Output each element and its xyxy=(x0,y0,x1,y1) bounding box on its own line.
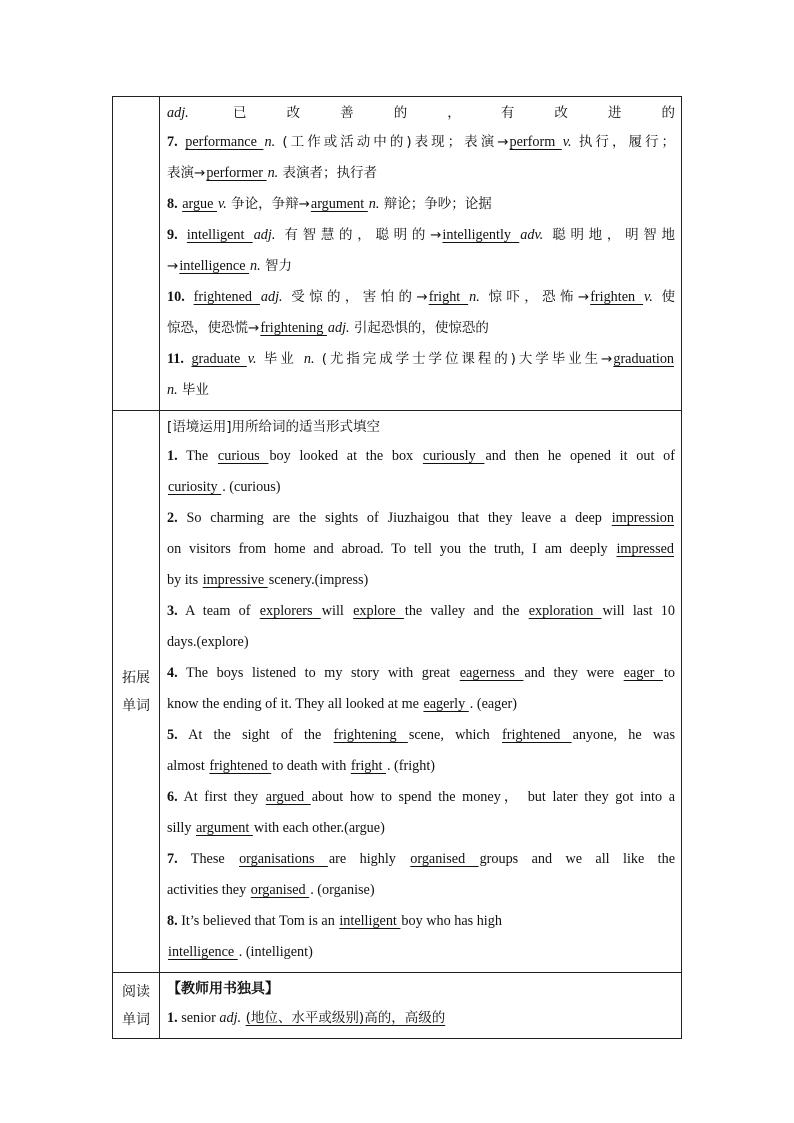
text-segment: . (eager) xyxy=(469,696,518,712)
text-segment xyxy=(185,289,193,305)
answer-blank: curiously xyxy=(422,448,485,464)
answer-blank: argument xyxy=(196,820,253,836)
text-segment: senior xyxy=(177,1010,220,1026)
text-segment: So charming are the sights of Jiuzhaigou that they leave a deep xyxy=(177,510,611,526)
text-line xyxy=(167,158,675,189)
answer-blank: eagerly xyxy=(423,696,469,712)
text-segment: n. xyxy=(250,258,261,274)
answer-blank: graduate xyxy=(191,351,247,367)
text-segment: n. xyxy=(368,196,380,212)
section-title: 【教师用书独具】 xyxy=(167,981,279,997)
text-segment: 毕业 xyxy=(256,351,304,367)
text-segment: v. xyxy=(217,196,227,212)
answer-blank: frighten xyxy=(590,289,644,305)
text-segment: 执行，履行； xyxy=(571,134,675,150)
text-segment: groups and we all like the xyxy=(479,851,675,867)
text-line xyxy=(167,1003,675,1034)
text-segment: are highly xyxy=(328,851,410,867)
item-number: 7. xyxy=(167,134,178,150)
text-line xyxy=(167,441,675,472)
table-row xyxy=(113,973,682,1039)
answer-blank: eager xyxy=(623,665,663,681)
text-line xyxy=(167,375,675,406)
answer-blank: perform xyxy=(509,134,562,150)
text-segment: and then he opened it out of xyxy=(485,448,675,464)
answer-blank: eagerness xyxy=(459,665,524,681)
text-segment: boy looked at the box xyxy=(269,448,422,464)
answer-blank: frightening xyxy=(333,727,408,743)
answer-blank: intelligent xyxy=(339,913,401,929)
item-number: 3. xyxy=(167,603,178,619)
answer-blank: exploration xyxy=(528,603,602,619)
text-line xyxy=(167,413,675,441)
answer-blank: impressive xyxy=(202,572,268,588)
text-segment: on visitors from home and abroad. To tell you the truth, I am deeply xyxy=(167,541,616,557)
text-segment: → xyxy=(167,258,179,274)
text-segment: v. xyxy=(247,351,257,367)
label-cell-empty xyxy=(113,97,160,411)
text-segment: adj. xyxy=(167,105,189,121)
text-segment: 惊吓，恐怖→ xyxy=(479,289,590,305)
label-line-1: 拓展 xyxy=(122,669,150,686)
text-segment: adj. xyxy=(219,1010,242,1026)
text-segment: . (fright) xyxy=(386,758,436,774)
content-cell-exercises xyxy=(160,411,682,973)
answer-blank: impressed xyxy=(616,541,674,557)
text-segment: The xyxy=(177,448,217,464)
item-number: 1. xyxy=(167,448,178,464)
answer-blank: fright xyxy=(428,289,469,305)
answer-blank: intelligent xyxy=(186,227,253,243)
text-segment: with each other.(argue) xyxy=(253,820,385,836)
item-number: 8. xyxy=(167,913,178,929)
text-segment: It’s believed that Tom is an xyxy=(177,913,339,929)
text-segment: scenery.(impress) xyxy=(268,572,369,588)
text-segment: the valley and the xyxy=(404,603,528,619)
text-line xyxy=(167,658,675,689)
text-segment: know the ending of it. They all looked at me xyxy=(167,696,423,712)
text-segment: 惊恐，使恐慌→ xyxy=(167,320,260,336)
text-segment: boy who has high xyxy=(401,913,502,929)
text-line xyxy=(167,565,675,596)
text-segment: n. xyxy=(303,351,315,367)
text-segment: anyone, he was xyxy=(572,727,675,743)
text-segment: These xyxy=(177,851,239,867)
text-line xyxy=(167,937,675,968)
text-segment: [语境运用]用所给词的适当形式填空 xyxy=(167,419,381,435)
text-segment: adj. xyxy=(327,320,350,336)
text-segment: n. xyxy=(267,165,279,181)
label-line-1: 阅读 xyxy=(122,983,150,1000)
text-segment: v. xyxy=(562,134,572,150)
answer-blank: frightened xyxy=(193,289,260,305)
item-number: 1. xyxy=(167,1010,178,1026)
answer-blank: impression xyxy=(611,510,674,526)
text-segment: 有智慧的，聪明的→ xyxy=(275,227,442,243)
answer-blank: argument xyxy=(310,196,368,212)
text-segment: to death with xyxy=(272,758,350,774)
content-cell-reading xyxy=(160,973,682,1039)
reading-word-list xyxy=(167,1003,675,1034)
item-number: 7. xyxy=(167,851,178,867)
label-cell-reading-words xyxy=(113,973,160,1039)
text-segment: 使 xyxy=(652,289,675,305)
text-segment: almost xyxy=(167,758,209,774)
answer-blank: performance xyxy=(185,134,264,150)
text-segment: days.(explore) xyxy=(167,634,249,650)
vocabulary-table xyxy=(112,96,682,1039)
text-line xyxy=(167,627,675,658)
text-line xyxy=(167,813,675,844)
text-segment: 引起恐惧的，使惊恐的 xyxy=(349,320,489,336)
answer-blank: intelligently xyxy=(442,227,520,243)
answer-blank: argued xyxy=(265,789,311,805)
text-segment: 智力 xyxy=(260,258,292,274)
text-segment: A team of xyxy=(177,603,259,619)
answer-blank: frightening xyxy=(260,320,327,336)
text-line xyxy=(167,189,675,220)
text-segment: 表演→ xyxy=(167,165,206,181)
text-segment: 辩论；争吵；论据 xyxy=(379,196,492,212)
item-number: 4. xyxy=(167,665,178,681)
text-line xyxy=(167,282,675,313)
text-line xyxy=(167,906,675,937)
label-line-2: 单词 xyxy=(122,1011,150,1028)
text-segment: 聪明地，明智地 xyxy=(543,227,675,243)
answer-blank: argue xyxy=(182,196,217,212)
answer-blank: organisations xyxy=(239,851,328,867)
text-segment: 毕业 xyxy=(177,382,209,398)
text-segment: (尤指完成学士学位课程的)大学毕业生→ xyxy=(314,351,613,367)
answer-blank: curiosity xyxy=(168,479,222,495)
text-segment: 已改善的，有改进的 xyxy=(188,105,675,121)
answer-blank: frightened xyxy=(209,758,272,774)
text-line xyxy=(167,220,675,251)
text-segment: and they were xyxy=(524,665,623,681)
text-segment: At the sight of the xyxy=(177,727,333,743)
text-segment: v. xyxy=(644,289,653,305)
answer-blank: organised xyxy=(250,882,310,898)
text-segment: will xyxy=(321,603,353,619)
table-row xyxy=(113,411,682,973)
text-segment: will last 10 xyxy=(602,603,675,619)
text-line xyxy=(167,472,675,503)
text-segment: scene, which xyxy=(408,727,502,743)
content-cell-word-forms xyxy=(160,97,682,411)
text-segment: (工作或活动中的)表现；表演→ xyxy=(275,134,509,150)
item-number: 10. xyxy=(167,289,185,305)
answer-blank: explorers xyxy=(259,603,321,619)
answer-blank: (地位、水平或级别)高的，高级的 xyxy=(245,1010,446,1026)
word-forms-list xyxy=(167,99,675,406)
text-segment: adj. xyxy=(260,289,283,305)
text-segment: to xyxy=(663,665,675,681)
item-number: 11. xyxy=(167,351,184,367)
exercise-list xyxy=(167,413,675,968)
answer-blank: frightened xyxy=(502,727,572,743)
answer-blank: intelligence xyxy=(179,258,250,274)
text-line xyxy=(167,99,675,127)
text-segment: 争论，争辩→ xyxy=(226,196,310,212)
text-line xyxy=(167,344,675,375)
text-line xyxy=(167,720,675,751)
answer-blank: intelligence xyxy=(168,944,238,960)
text-line xyxy=(167,596,675,627)
text-line xyxy=(167,251,675,282)
text-segment: 表演者；执行者 xyxy=(278,165,378,181)
text-line xyxy=(167,503,675,534)
text-segment: . (intelligent) xyxy=(238,944,313,960)
answer-blank: organised xyxy=(410,851,479,867)
text-line xyxy=(167,844,675,875)
text-segment: about how to spend the money， but later they got into a xyxy=(311,789,675,805)
text-line xyxy=(167,313,675,344)
text-line xyxy=(167,127,675,158)
text-segment: by its xyxy=(167,572,202,588)
answer-blank: explore xyxy=(353,603,404,619)
text-segment: n. xyxy=(469,289,480,305)
text-line xyxy=(167,875,675,906)
label-cell-extended-words xyxy=(113,411,160,973)
table-row xyxy=(113,97,682,411)
text-segment: silly xyxy=(167,820,195,836)
answer-blank: performer xyxy=(206,165,267,181)
text-line xyxy=(167,782,675,813)
text-line xyxy=(167,689,675,720)
text-line xyxy=(167,751,675,782)
text-segment: activities they xyxy=(167,882,250,898)
item-number: 9. xyxy=(167,227,178,243)
text-segment: . (organise) xyxy=(310,882,375,898)
text-segment: adv. xyxy=(520,227,544,243)
text-segment: . (curious) xyxy=(222,479,281,495)
text-segment: The boys listened to my story with great xyxy=(177,665,459,681)
answer-blank: graduation xyxy=(613,351,675,367)
text-segment xyxy=(178,227,186,243)
label-line-2: 单词 xyxy=(122,697,150,714)
item-number: 2. xyxy=(167,510,178,526)
item-number: 5. xyxy=(167,727,178,743)
answer-blank: curious xyxy=(217,448,269,464)
text-segment: At first they xyxy=(177,789,265,805)
text-segment: n. xyxy=(264,134,276,150)
item-number: 6. xyxy=(167,789,178,805)
text-line xyxy=(167,534,675,565)
text-segment: n. xyxy=(167,382,178,398)
answer-blank: fright xyxy=(350,758,386,774)
item-number: 8. xyxy=(167,196,178,212)
text-segment: adj. xyxy=(253,227,276,243)
text-segment: 受惊的，害怕的→ xyxy=(282,289,428,305)
